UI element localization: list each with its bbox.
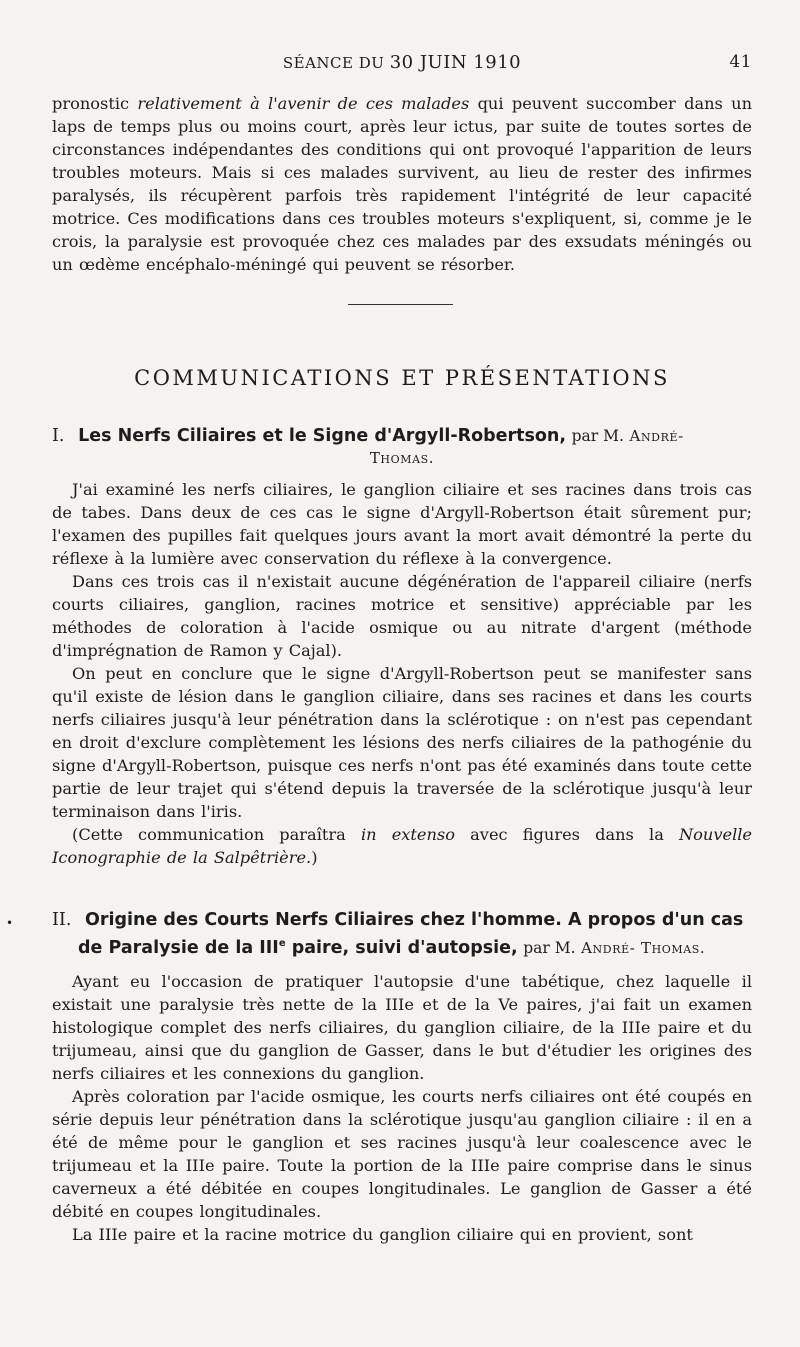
header-date: 30 JUIN 1910 [389, 52, 522, 73]
entry-2 [52, 908, 752, 1246]
entry-2-paragraph-2: Après coloration par l'acide osmique, les courts nerfs ciliaires ont été coupés en série depuis leur pénétration dans la sclérotique jusqu'au ganglion ciliaire : il en a été de même pour le ganglion et ses racines jusqu'à leur coalescence avec le trijumeau et la IIIe paire. Toute la portion de la IIIe paire comprise dans le sinus caverneux a été débitée en coupes longitudinales. Le ganglion de Gasser a été débité en coupes longitudinales. [52, 1086, 752, 1221]
entry-2-paragraph-3: La IIIe paire et la racine motrice du ganglion ciliaire qui en provient, sont [72, 1224, 693, 1244]
section-title: COMMUNICATIONS ET PRÉSENTATIONS [134, 366, 670, 390]
header-prefix: SÉANCE DU [282, 54, 385, 72]
running-head [52, 52, 752, 76]
entry-1-paragraph-2: Dans ces trois cas il n'existait aucune dégénération de l'appareil ciliaire (nerfs courts ciliaires, ganglion, racines motrice et sensitive) appréciable par les méthodes de coloration à l'acide osmique ou au nitrate d'argent (méthode d'imprégnation de Ramon y Cajal). [52, 572, 752, 660]
intro-italic: relativement à l'avenir de ces malades [137, 94, 470, 113]
entry-1-paragraph-1: J'ai examiné les nerfs ciliaires, le ganglion ciliaire et ses racines dans trois cas de tabes. Dans deux de ces cas le signe d'Argyll-Robertson était sûrement pur; l'examen des pupilles fait quelques jours avant la mort avait démontré la perte du réflexe à la lumière avec conservation du réflexe à la convergence. [52, 480, 752, 568]
entry-1 [52, 424, 752, 869]
intro-paragraph: pronostic relativement à l'avenir de ces malades qui peuvent succomber dans un laps de temps plus ou moins court, après leur ictus, par suite de toutes sortes de circonstances indépendantes des conditions qui ont provoqué l'apparition de leurs troubles moteurs. Mais si ces malades survivent, au lieu de rester des infirmes paralysés, ils récupèrent parfois très rapidement l'intégrité de leur capacité motrice. Ces modifications dans ces troubles moteurs s'expliquent, si, comme je le crois, la paralysie est provoquée chez ces malades par des exsudats méningés ou un œdème encéphalo-méningé qui peuvent se résorber. [52, 94, 752, 274]
page-number: 41 [729, 52, 752, 72]
margin-dot: • [6, 916, 14, 930]
entry-1-title: I. Les Nerfs Ciliaires et le Signe d'Argyll-Robertson, par M. André- [52, 426, 684, 446]
section-divider [348, 304, 453, 305]
entry-1-paragraph-4: (Cette communication paraîtra in extenso avec figures dans la Nouvelle Iconographie de la Salpêtrière.) [52, 825, 753, 867]
entry-1-paragraph-3: On peut en conclure que le signe d'Argyll-Robertson peut se manifester sans qu'il existe de lésion dans le ganglion ciliaire, dans ses racines et dans les courts nerfs ciliaires jusqu'à leur pénétration dans la sclérotique : on n'est pas cependant en droit d'exclure complètement les lésions des nerfs ciliaires de la pathogénie du signe d'Argyll-Robertson, puisque ces nerfs n'ont pas été examinés dans toute cette partie de leur trajet qui s'étend depuis la traversée de la sclérotique jusqu'à leur terminaison dans l'iris. [52, 664, 752, 821]
intro-paragraph-block [52, 92, 752, 276]
entry-2-title: II. Origine des Courts Nerfs Ciliaires chez l'homme. A propos d'un cas de Paralysie de la IIIe paire, suivi d'autopsie, par M. André- Thomas. [52, 910, 744, 958]
entry-1-author: Thomas. [369, 449, 435, 467]
entry-2-paragraph-1: Ayant eu l'occasion de pratiquer l'autopsie d'une tabétique, chez laquelle il existait une paralysie très nette de la IIIe et de la Ve paires, j'ai fait un examen histologique complet des nerfs ciliaires, du ganglion ciliaire, de la IIIe paire et du trijumeau, ainsi que du ganglion de Gasser, dans le but d'étudier les origines des nerfs ciliaires et les connexions du ganglion. [52, 971, 752, 1083]
